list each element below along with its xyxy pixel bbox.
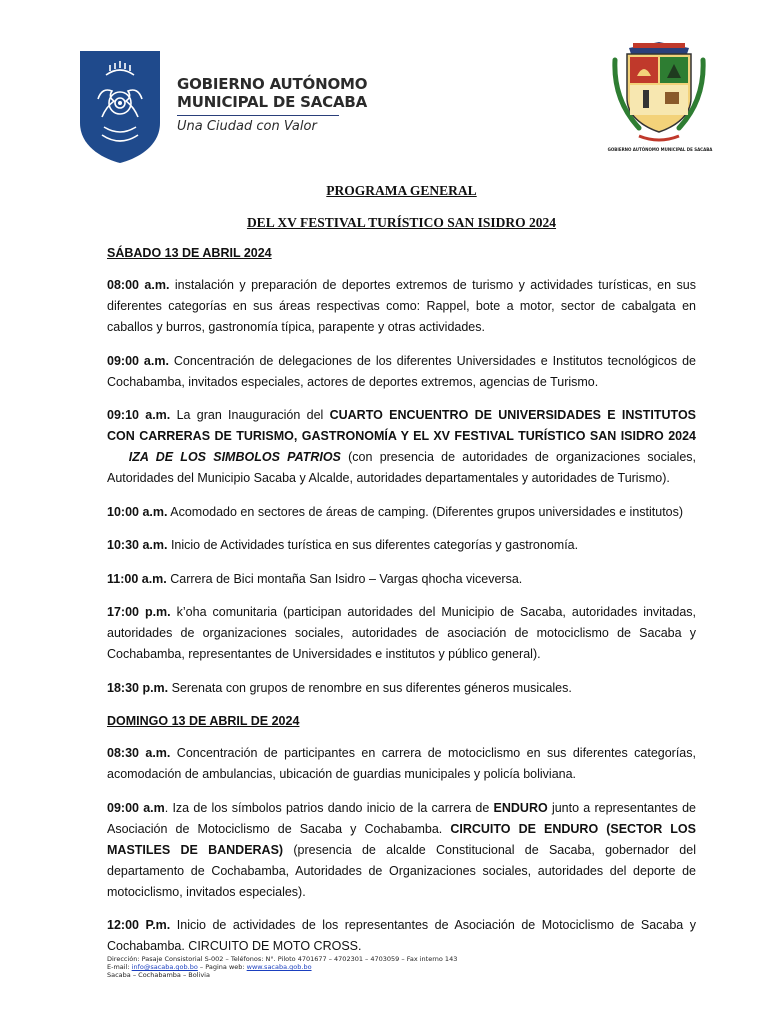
entry-time: 08:30 a.m. (107, 746, 171, 760)
footer-email-link[interactable]: info@sacaba.gob.bo (131, 963, 198, 971)
coat-of-arms-logo (609, 40, 709, 144)
schedule-entry (107, 535, 696, 556)
entry-text: Serenata con grupos de renombre en sus diferentes géneros musicales. (168, 680, 572, 695)
entry-text: Concentración de delegaciones de los diferentes Universidades e Institutos tecnológicos de Cochabamba, invitados especiales, actores de deportes extremos, agencias de Turismo. (107, 353, 696, 389)
footer-web-label: – Pagina web: (197, 963, 247, 971)
entry-race-name: ENDURO (493, 800, 548, 815)
entry-text: Inicio de actividades de los representantes de Asociación de Motociclismo de Sacaba y Cochabamba. CIRCUITO DE MOTO CROSS. (107, 918, 697, 953)
schedule-entry (107, 405, 696, 489)
schedule-entry (107, 351, 696, 393)
entry-text: . Iza de los símbolos patrios dando inicio de la carrera de (164, 800, 494, 815)
schedule-entry (107, 798, 696, 903)
footer-email-label: E-mail: (107, 963, 132, 971)
schedule-entry (107, 502, 696, 523)
entry-time: 18:30 p.m. (107, 680, 169, 695)
entry-spacer (107, 450, 129, 464)
entry-text: La gran Inauguración del (170, 408, 330, 422)
entry-circuit-name: CIRCUITO DE ENDURO (SECTOR LOS MASTILES DE BANDERAS) (107, 821, 696, 857)
entry-time: 09:00 a.m. (107, 353, 169, 368)
org-slogan: Una Ciudad con Valor (177, 119, 317, 134)
footer-web-link[interactable]: www.sacaba.gob.bo (246, 963, 312, 971)
entry-ceremony-name: IZA DE LOS SIMBOLOS PATRIOS (128, 450, 341, 464)
entry-text: junto a representantes de Asociación de Motociclismo de Sacaba y Cochabamba. (107, 800, 696, 836)
schedule-entry (107, 915, 696, 957)
municipal-shield-logo (80, 51, 160, 163)
program-title: PROGRAMA GENERAL (326, 183, 477, 198)
entry-time: 10:30 a.m. (107, 538, 168, 552)
day-heading-sunday: DOMINGO 13 DE ABRIL DE 2024 (107, 714, 300, 728)
org-name-line2: MUNICIPAL DE SACABA (177, 93, 368, 111)
organization-name-block (177, 75, 368, 134)
entry-time: 09:00 a.m (107, 800, 165, 815)
schedule-entry (107, 602, 696, 665)
entry-event-name: CUARTO ENCUENTRO DE UNIVERSIDADES E INSTITUTOS CON CARRERAS DE TURISMO, GASTRONOMÍA Y EL XV FESTIVAL TURÍSTICO SAN ISIDRO 2024 (107, 408, 696, 443)
footer-address: Dirección: Pasaje Consistorial S-002 – Teléfonos: N°. Piloto 4701677 – 4702301 – 4703059 – Fax interno 143 (107, 955, 458, 963)
footer-contact (107, 963, 507, 971)
entry-text: (presencia de alcalde Constitucional de Sacaba, gobernador del departamento de Cochabamba, Autoridades de Organizaciones sociales, autoridades del deporte de motociclismo, invitados especiales). (107, 842, 696, 899)
entry-time: 10:00 a.m. (107, 504, 168, 519)
schedule-entry (107, 678, 696, 699)
crest-caption: GOBIERNO AUTÓNOMO MUNICIPAL DE SACABA (607, 147, 713, 152)
program-body (107, 180, 696, 970)
org-divider (177, 115, 339, 116)
entry-time: 11:00 a.m. (107, 571, 167, 586)
entry-time: 12:00 P.m. (107, 918, 171, 932)
entry-time: 08:00 a.m. (107, 278, 170, 292)
entry-time: 17:00 p.m. (107, 605, 171, 619)
schedule-entry (107, 275, 696, 338)
entry-text: (con presencia de autoridades de organizaciones sociales, Autoridades del Municipio Sacaba y Alcalde, autoridades departamentales y autoridades de Turismo). (107, 450, 696, 485)
entry-text: Inicio de Actividades turística en sus diferentes categorías y gastronomía. (167, 538, 579, 552)
program-subtitle: DEL XV FESTIVAL TURÍSTICO SAN ISIDRO 2024 (246, 215, 557, 230)
day-heading-saturday: SÁBADO 13 DE ABRIL 2024 (107, 246, 272, 260)
page-footer (107, 955, 507, 979)
org-name-line1: GOBIERNO AUTÓNOMO (177, 75, 368, 93)
footer-location: Sacaba – Cochabamba – Bolivia (107, 971, 210, 979)
entry-text: Acomodado en sectores de áreas de camping. (Diferentes grupos universidades e institutos) (167, 504, 684, 519)
entry-time: 09:10 a.m. (107, 408, 171, 422)
entry-text: Concentración de participantes en carrera de motociclismo en sus diferentes categorías, acomodación de ambulancias, ubicación de guardias municipales y policía boliviana. (107, 746, 696, 781)
schedule-entry (107, 743, 696, 785)
entry-text: Carrera de Bici montaña San Isidro – Vargas qhocha viceversa. (166, 571, 523, 586)
entry-text: instalación y preparación de deportes extremos de turismo y actividades turísticas, en sus diferentes categorías en sus áreas respectivas como: Rappel, bote a motor, sector de cabalgata en caballos y burros, gastronomía típica, parapente y otras actividades. (107, 278, 696, 334)
schedule-entry (107, 569, 696, 590)
entry-text: k’oha comunitaria (participan autoridades del Municipio de Sacaba, autoridades invitadas, autoridades de organizaciones sociales, autoridades de asociación de motociclismo de Sacaba y Cochabamba, representantes de Universidades e institutos y público general). (107, 605, 696, 661)
